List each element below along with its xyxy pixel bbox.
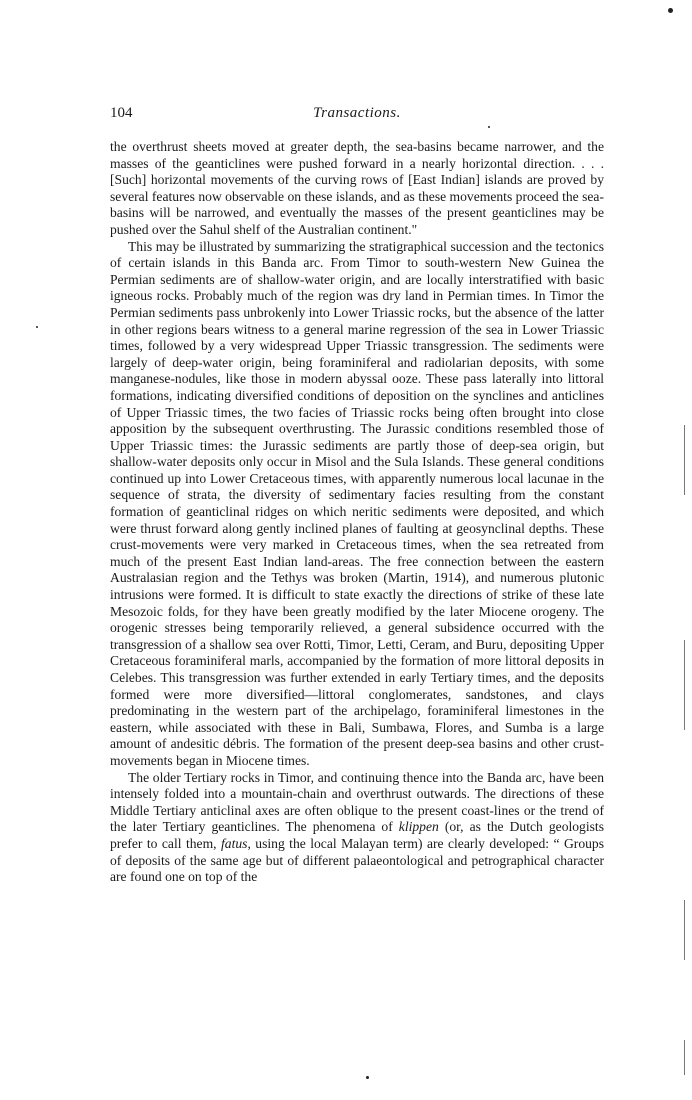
scan-edge-mark-1	[684, 425, 685, 495]
scan-speck-left	[36, 326, 38, 328]
paragraph-3	[110, 770, 604, 886]
scan-speck-header	[488, 126, 490, 128]
journal-title: Transactions.	[313, 105, 401, 121]
paragraph-3-text-after: , using the local Malayan term) are clearly developed: “ Groups of deposits of the same age but of different palaeontological and petrographical character are found one on top of the	[110, 835, 605, 885]
page-number: 104	[110, 105, 133, 121]
italic-term-klippen: klippen	[398, 819, 439, 835]
italic-term-fatus: fatus	[221, 835, 248, 851]
paragraph-2: This may be illustrated by summarizing the stratigraphical succession and the tectonics of certain islands in this Banda arc. From Timor to south-western New Guinea the Permian sediments are of shallow-water origin, and are locally interstratified with basic igneous rocks. Probably much of the region was dry land in Permian times. In Timor the Permian sediments pass unbrokenly into Lower Triassic rocks, but the absence of the latter in other regions bears witness to a general marine regression of the sea in Lower Triassic times, followed by a very widespread Upper Triassic transgression. The sediments were largely of deep-water origin, being foraminiferal and radiolarian deposits, with some manganese-nodules, like those in modern abyssal ooze. These pass laterally into littoral formations, indicating diversified conditions of deposition on the synclines and anticlines of Upper Triassic times, the two facies of Triassic rocks being often brought into close apposition by the subsequent overthrusting. The Jurassic conditions resembled those of Upper Triassic times: the Jurassic sediments are partly those of deep-sea origin, but shallow-water deposits only occur in Misol and the Sula Islands. These general conditions continued up into Lower Cretaceous times, with apparently numerous local lacunae in the sequence of strata, the diversity of sedimentary facies resulting from the constant formation of geanticlinal ridges on which neritic sediments were deposited, and which were thrust forward along gently inclined planes of faulting at geosynclinal depths. These crust-movements were very marked in Cretaceous times, when the sea retreated from much of the present East Indian land-areas. The free connection between the eastern Australasian region and the Tethys was broken (Martin, 1914), and numerous plutonic intrusions were formed. It is difficult to state exactly the directions of strike of these late Mesozoic folds, for they have been greatly modified by the later Miocene orogeny. The orogenic stresses being temporarily relieved, a general subsidence occurred with the transgression of a shallow sea over Rotti, Timor, Letti, Ceram, and Buru, depositing Upper Cretaceous foraminiferal marls, accompanied by the formation of more littoral deposits in Celebes. This transgression was further extended in early Tertiary times, and the deposits formed were more diversified—littoral conglomerates, sandstones, and clays predominating in the western part of the archipelago, foraminiferal limestones in the eastern, while associated with these in Bali, Sumbawa, Flores, and Sumba is a large amount of andesitic débris. The formation of the present deep-sea basins and other crust-movements began in Miocene times.	[110, 238, 604, 768]
scan-edge-mark-3	[684, 900, 685, 960]
scan-edge-mark-4	[684, 1040, 685, 1075]
scan-speck-bottom	[366, 1076, 369, 1079]
scan-edge-mark-2	[684, 640, 685, 730]
paragraph-3-text-before: The older Tertiary rocks in Timor, and continuing thence into the Banda arc, have been intensely folded into a mountain-chain and overthrust outwards. The directions of these Middle Tertiary anticlinal axes are often oblique to the present coast-lines or the trend of the later Tertiary geanticlines. The phenomena of	[110, 769, 604, 835]
document-page	[110, 105, 604, 886]
scan-speck-top-right	[668, 8, 673, 13]
running-head	[110, 105, 604, 127]
paragraph-3-text-middle: (or, as the Dutch geologists prefer to call them,	[110, 819, 604, 851]
paragraph-1: the overthrust sheets moved at greater depth, the sea-basins became narrower, and the masses of the geanticlines were pushed forward in a nearly horizontal direction. . . . [Such] horizontal movements of the curving rows of [East Indian] islands are proved by several features now observable on these islands, and as these movements proceed the sea-basins will be narrowed, and eventually the masses of the present geanticlines may be pushed over the Sahul shelf of the Australian continent."	[110, 139, 604, 237]
